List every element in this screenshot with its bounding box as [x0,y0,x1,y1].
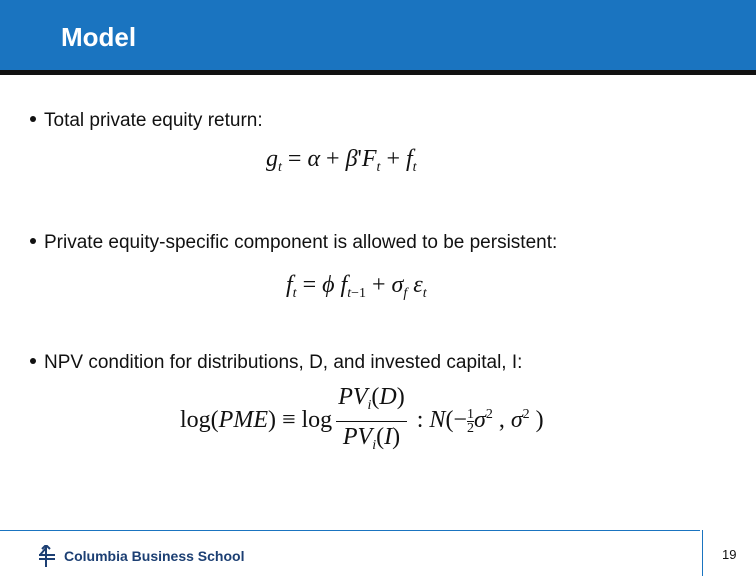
bullet-dot-icon [30,238,36,244]
bullet-text: Private equity-specific component is allowed to be persistent: [44,232,558,253]
columbia-logo [36,545,244,567]
equation-npv: log(PME) ≡ log $\frac{PV_i(D)}{PV_i(I)}$ : N(− $\frac{1}{2}\sigma^2$ , $\sigma^2$ ) [180,384,544,453]
bullet-text: NPV condition for distributions, D, and invested capital, I: [44,352,523,373]
slide-header [0,0,756,70]
bullet-total-return [30,110,263,132]
header-divider [0,70,756,75]
bullet-text: Total private equity return: [44,110,263,131]
equation-persistent: $f_t = \phi$ $f_{t-1} + \sigma_f$ $\varepsilon_t$ [286,272,427,301]
crown-logo-icon [36,545,58,567]
footer-divider-vertical [702,530,703,576]
logo-text: Columbia Business School [64,548,245,564]
bullet-persistent-component [30,232,557,254]
footer-divider [0,530,700,531]
slide-title: Model [61,22,137,52]
bullet-dot-icon [30,116,36,122]
bullet-npv-condition [30,352,522,374]
page-number: 19 [722,547,737,562]
equation-total-return: $g_t = \alpha + \beta'F_t + f_t$ [266,146,417,175]
bullet-dot-icon [30,358,36,364]
